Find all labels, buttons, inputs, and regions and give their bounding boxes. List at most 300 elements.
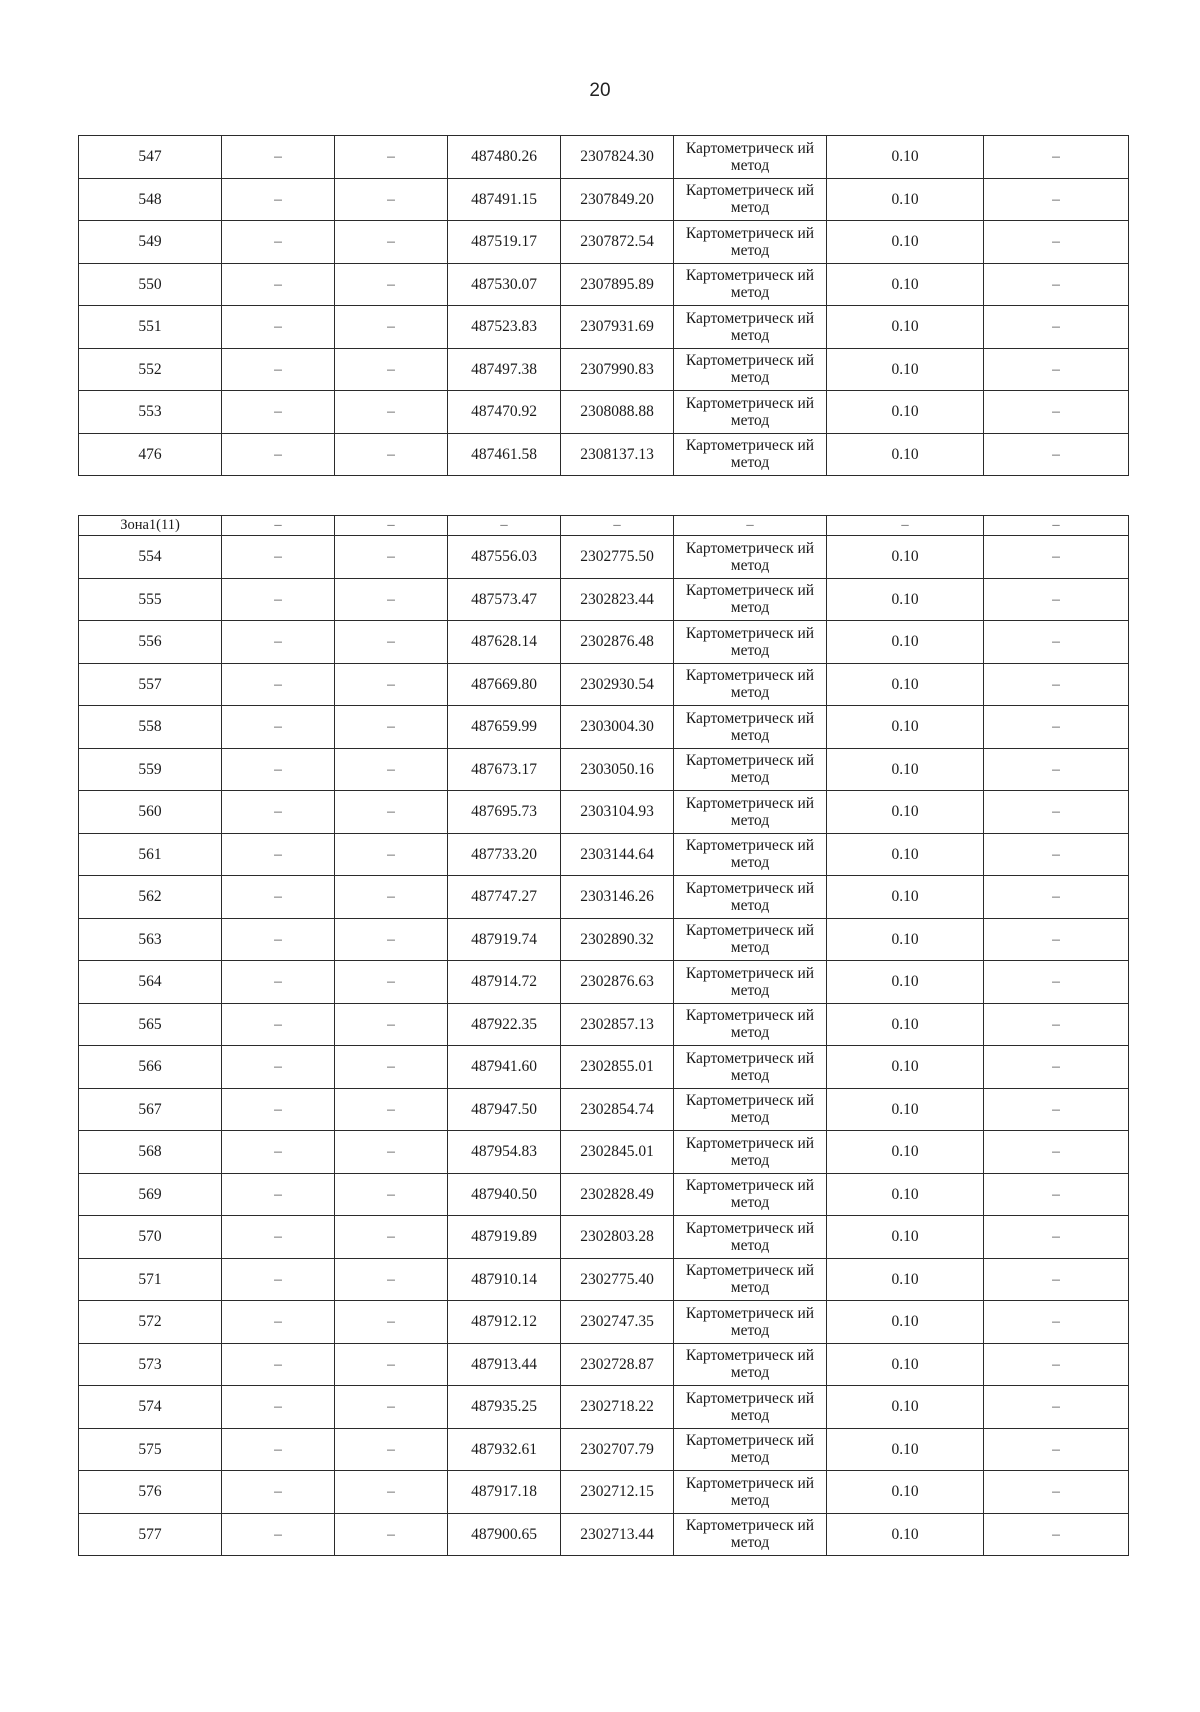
y-coordinate-cell: 2303104.93: [561, 791, 674, 834]
x-coordinate-cell: 487914.72: [448, 961, 561, 1004]
precision-cell: 0.10: [827, 178, 984, 221]
point-number-cell: 567: [79, 1088, 222, 1131]
point-number-cell: 566: [79, 1046, 222, 1089]
point-number-cell: 556: [79, 621, 222, 664]
y-coordinate-cell: 2308137.13: [561, 433, 674, 476]
table-row: [79, 1258, 1129, 1301]
point-number-cell: 573: [79, 1343, 222, 1386]
method-cell: Картометрическ ий метод: [674, 1386, 827, 1429]
empty-cell: –: [335, 1471, 448, 1514]
empty-cell: –: [335, 833, 448, 876]
method-cell: Картометрическ ий метод: [674, 136, 827, 179]
table-row: [79, 136, 1129, 179]
x-coordinate-cell: 487470.92: [448, 391, 561, 434]
empty-cell: –: [222, 1088, 335, 1131]
empty-cell: –: [222, 621, 335, 664]
precision-cell: 0.10: [827, 791, 984, 834]
point-number-cell: 560: [79, 791, 222, 834]
empty-cell: –: [335, 1131, 448, 1174]
point-number-cell: 549: [79, 221, 222, 264]
table-row: [79, 1471, 1129, 1514]
method-cell: Картометрическ ий метод: [674, 961, 827, 1004]
x-coordinate-cell: 487523.83: [448, 306, 561, 349]
empty-cell: –: [335, 348, 448, 391]
y-coordinate-cell: 2307872.54: [561, 221, 674, 264]
empty-cell: –: [984, 621, 1129, 664]
y-coordinate-cell: 2302876.48: [561, 621, 674, 664]
empty-cell: –: [335, 1173, 448, 1216]
empty-cell: –: [984, 391, 1129, 434]
x-coordinate-cell: 487917.18: [448, 1471, 561, 1514]
x-coordinate-cell: 487497.38: [448, 348, 561, 391]
y-coordinate-cell: 2302803.28: [561, 1216, 674, 1259]
precision-cell: 0.10: [827, 1046, 984, 1089]
zone-label: Зона1(11): [79, 516, 222, 536]
empty-cell: –: [222, 391, 335, 434]
x-coordinate-cell: 487491.15: [448, 178, 561, 221]
y-coordinate-cell: 2302712.15: [561, 1471, 674, 1514]
x-coordinate-cell: 487947.50: [448, 1088, 561, 1131]
y-coordinate-cell: 2302707.79: [561, 1428, 674, 1471]
precision-cell: 0.10: [827, 1343, 984, 1386]
method-cell: Картометрическ ий метод: [674, 706, 827, 749]
empty-cell: –: [335, 1343, 448, 1386]
x-coordinate-cell: 487480.26: [448, 136, 561, 179]
empty-cell: –: [335, 621, 448, 664]
table-row: [79, 621, 1129, 664]
table-row: [79, 1301, 1129, 1344]
page-number: 20: [589, 80, 611, 101]
empty-cell: –: [222, 1471, 335, 1514]
method-cell: Картометрическ ий метод: [674, 1003, 827, 1046]
table-row: [79, 1131, 1129, 1174]
empty-cell: –: [335, 1216, 448, 1259]
y-coordinate-cell: 2302823.44: [561, 578, 674, 621]
table-row: [79, 833, 1129, 876]
x-coordinate-cell: 487573.47: [448, 578, 561, 621]
empty-cell: –: [335, 961, 448, 1004]
empty-cell: –: [984, 306, 1129, 349]
point-number-cell: 553: [79, 391, 222, 434]
empty-cell: –: [335, 263, 448, 306]
x-coordinate-cell: 487922.35: [448, 1003, 561, 1046]
table-row: [79, 433, 1129, 476]
table-row: [79, 1343, 1129, 1386]
table-row: [79, 348, 1129, 391]
empty-cell: –: [984, 791, 1129, 834]
precision-cell: 0.10: [827, 221, 984, 264]
point-number-cell: 568: [79, 1131, 222, 1174]
x-coordinate-cell: 487912.12: [448, 1301, 561, 1344]
y-coordinate-cell: 2302728.87: [561, 1343, 674, 1386]
method-cell: Картометрическ ий метод: [674, 1301, 827, 1344]
y-coordinate-cell: 2302930.54: [561, 663, 674, 706]
y-coordinate-cell: 2308088.88: [561, 391, 674, 434]
empty-cell: –: [335, 706, 448, 749]
table-row: [79, 1386, 1129, 1429]
coordinates-table-1-body: [79, 136, 1129, 476]
empty-cell: –: [335, 1428, 448, 1471]
precision-cell: 0.10: [827, 1428, 984, 1471]
empty-cell: –: [335, 1258, 448, 1301]
x-coordinate-cell: 487628.14: [448, 621, 561, 664]
empty-cell: –: [222, 1386, 335, 1429]
method-cell: Картометрическ ий метод: [674, 1428, 827, 1471]
empty-cell: –: [984, 178, 1129, 221]
precision-cell: 0.10: [827, 621, 984, 664]
zone-cell: –: [827, 516, 984, 536]
empty-cell: –: [335, 433, 448, 476]
method-cell: Картометрическ ий метод: [674, 621, 827, 664]
y-coordinate-cell: 2302747.35: [561, 1301, 674, 1344]
precision-cell: 0.10: [827, 876, 984, 919]
point-number-cell: 548: [79, 178, 222, 221]
y-coordinate-cell: 2302775.50: [561, 536, 674, 579]
method-cell: Картометрическ ий метод: [674, 1258, 827, 1301]
table-row: [79, 1216, 1129, 1259]
empty-cell: –: [984, 221, 1129, 264]
precision-cell: 0.10: [827, 663, 984, 706]
empty-cell: –: [984, 748, 1129, 791]
x-coordinate-cell: 487530.07: [448, 263, 561, 306]
empty-cell: –: [984, 348, 1129, 391]
empty-cell: –: [984, 1386, 1129, 1429]
empty-cell: –: [222, 306, 335, 349]
method-cell: Картометрическ ий метод: [674, 833, 827, 876]
point-number-cell: 552: [79, 348, 222, 391]
x-coordinate-cell: 487673.17: [448, 748, 561, 791]
empty-cell: –: [984, 1088, 1129, 1131]
empty-cell: –: [984, 1471, 1129, 1514]
table-row: [79, 663, 1129, 706]
empty-cell: –: [222, 136, 335, 179]
point-number-cell: 557: [79, 663, 222, 706]
coordinates-table-2: [78, 515, 1129, 1556]
x-coordinate-cell: 487733.20: [448, 833, 561, 876]
empty-cell: –: [984, 706, 1129, 749]
x-coordinate-cell: 487954.83: [448, 1131, 561, 1174]
precision-cell: 0.10: [827, 1386, 984, 1429]
point-number-cell: 565: [79, 1003, 222, 1046]
method-cell: Картометрическ ий метод: [674, 1173, 827, 1216]
empty-cell: –: [222, 663, 335, 706]
empty-cell: –: [984, 1343, 1129, 1386]
precision-cell: 0.10: [827, 1173, 984, 1216]
zone-cell: –: [335, 516, 448, 536]
point-number-cell: 547: [79, 136, 222, 179]
point-number-cell: 572: [79, 1301, 222, 1344]
method-cell: Картометрическ ий метод: [674, 178, 827, 221]
empty-cell: –: [984, 1131, 1129, 1174]
table-row: [79, 876, 1129, 919]
empty-cell: –: [984, 833, 1129, 876]
empty-cell: –: [984, 1513, 1129, 1556]
point-number-cell: 569: [79, 1173, 222, 1216]
empty-cell: –: [335, 1301, 448, 1344]
empty-cell: –: [984, 536, 1129, 579]
x-coordinate-cell: 487659.99: [448, 706, 561, 749]
empty-cell: –: [222, 748, 335, 791]
precision-cell: 0.10: [827, 1471, 984, 1514]
precision-cell: 0.10: [827, 1003, 984, 1046]
empty-cell: –: [984, 263, 1129, 306]
empty-cell: –: [222, 221, 335, 264]
x-coordinate-cell: 487935.25: [448, 1386, 561, 1429]
table-row: [79, 263, 1129, 306]
point-number-cell: 576: [79, 1471, 222, 1514]
precision-cell: 0.10: [827, 748, 984, 791]
method-cell: Картометрическ ий метод: [674, 433, 827, 476]
x-coordinate-cell: 487932.61: [448, 1428, 561, 1471]
y-coordinate-cell: 2302857.13: [561, 1003, 674, 1046]
table-row: [79, 391, 1129, 434]
y-coordinate-cell: 2302890.32: [561, 918, 674, 961]
method-cell: Картометрическ ий метод: [674, 1513, 827, 1556]
empty-cell: –: [222, 1258, 335, 1301]
point-number-cell: 574: [79, 1386, 222, 1429]
precision-cell: 0.10: [827, 348, 984, 391]
table-row: [79, 1046, 1129, 1089]
table-row: [79, 306, 1129, 349]
empty-cell: –: [222, 348, 335, 391]
table-row: [79, 706, 1129, 749]
method-cell: Картометрическ ий метод: [674, 221, 827, 264]
precision-cell: 0.10: [827, 1258, 984, 1301]
method-cell: Картометрическ ий метод: [674, 663, 827, 706]
y-coordinate-cell: 2303146.26: [561, 876, 674, 919]
x-coordinate-cell: 487461.58: [448, 433, 561, 476]
precision-cell: 0.10: [827, 1216, 984, 1259]
empty-cell: –: [335, 748, 448, 791]
method-cell: Картометрическ ий метод: [674, 1471, 827, 1514]
zone-cell: –: [561, 516, 674, 536]
point-number-cell: 564: [79, 961, 222, 1004]
y-coordinate-cell: 2307849.20: [561, 178, 674, 221]
empty-cell: –: [984, 961, 1129, 1004]
table-row: [79, 791, 1129, 834]
method-cell: Картометрическ ий метод: [674, 348, 827, 391]
y-coordinate-cell: 2307895.89: [561, 263, 674, 306]
empty-cell: –: [335, 1088, 448, 1131]
x-coordinate-cell: 487910.14: [448, 1258, 561, 1301]
method-cell: Картометрическ ий метод: [674, 263, 827, 306]
empty-cell: –: [335, 1003, 448, 1046]
method-cell: Картометрическ ий метод: [674, 1216, 827, 1259]
y-coordinate-cell: 2303050.16: [561, 748, 674, 791]
y-coordinate-cell: 2302828.49: [561, 1173, 674, 1216]
empty-cell: –: [984, 1301, 1129, 1344]
empty-cell: –: [222, 961, 335, 1004]
empty-cell: –: [222, 876, 335, 919]
y-coordinate-cell: 2302876.63: [561, 961, 674, 1004]
precision-cell: 0.10: [827, 833, 984, 876]
empty-cell: –: [222, 536, 335, 579]
empty-cell: –: [984, 578, 1129, 621]
zone-cell: –: [448, 516, 561, 536]
point-number-cell: 559: [79, 748, 222, 791]
x-coordinate-cell: 487695.73: [448, 791, 561, 834]
method-cell: Картометрическ ий метод: [674, 1131, 827, 1174]
empty-cell: –: [335, 306, 448, 349]
empty-cell: –: [335, 391, 448, 434]
method-cell: Картометрическ ий метод: [674, 791, 827, 834]
empty-cell: –: [984, 1046, 1129, 1089]
y-coordinate-cell: 2302713.44: [561, 1513, 674, 1556]
table-row: [79, 961, 1129, 1004]
empty-cell: –: [335, 536, 448, 579]
method-cell: Картометрическ ий метод: [674, 306, 827, 349]
precision-cell: 0.10: [827, 918, 984, 961]
x-coordinate-cell: 487940.50: [448, 1173, 561, 1216]
empty-cell: –: [222, 1131, 335, 1174]
method-cell: Картометрическ ий метод: [674, 391, 827, 434]
precision-cell: 0.10: [827, 136, 984, 179]
empty-cell: –: [984, 876, 1129, 919]
point-number-cell: 563: [79, 918, 222, 961]
empty-cell: –: [335, 918, 448, 961]
point-number-cell: 570: [79, 1216, 222, 1259]
table-row: [79, 1428, 1129, 1471]
method-cell: Картометрическ ий метод: [674, 748, 827, 791]
method-cell: Картометрическ ий метод: [674, 1088, 827, 1131]
empty-cell: –: [222, 791, 335, 834]
x-coordinate-cell: 487747.27: [448, 876, 561, 919]
y-coordinate-cell: 2302775.40: [561, 1258, 674, 1301]
y-coordinate-cell: 2303004.30: [561, 706, 674, 749]
point-number-cell: 575: [79, 1428, 222, 1471]
method-cell: Картометрическ ий метод: [674, 536, 827, 579]
table-row: [79, 1088, 1129, 1131]
empty-cell: –: [335, 221, 448, 264]
empty-cell: –: [222, 1216, 335, 1259]
empty-cell: –: [222, 1173, 335, 1216]
precision-cell: 0.10: [827, 961, 984, 1004]
method-cell: Картометрическ ий метод: [674, 578, 827, 621]
table-row: [79, 1003, 1129, 1046]
method-cell: Картометрическ ий метод: [674, 918, 827, 961]
empty-cell: –: [222, 1513, 335, 1556]
empty-cell: –: [222, 833, 335, 876]
zone-cell: –: [674, 516, 827, 536]
empty-cell: –: [222, 1003, 335, 1046]
empty-cell: –: [984, 1216, 1129, 1259]
x-coordinate-cell: 487919.74: [448, 918, 561, 961]
empty-cell: –: [984, 1003, 1129, 1046]
x-coordinate-cell: 487900.65: [448, 1513, 561, 1556]
precision-cell: 0.10: [827, 578, 984, 621]
zone-header-row: [79, 516, 1129, 536]
empty-cell: –: [222, 918, 335, 961]
empty-cell: –: [335, 178, 448, 221]
method-cell: Картометрическ ий метод: [674, 1046, 827, 1089]
x-coordinate-cell: 487556.03: [448, 536, 561, 579]
empty-cell: –: [222, 1046, 335, 1089]
zone-cell: –: [222, 516, 335, 536]
point-number-cell: 550: [79, 263, 222, 306]
empty-cell: –: [335, 791, 448, 834]
point-number-cell: 562: [79, 876, 222, 919]
coordinates-table-2-body: [79, 516, 1129, 1556]
empty-cell: –: [984, 1428, 1129, 1471]
coordinates-table-1: [78, 135, 1129, 476]
point-number-cell: 554: [79, 536, 222, 579]
point-number-cell: 571: [79, 1258, 222, 1301]
empty-cell: –: [222, 1343, 335, 1386]
table-row: [79, 221, 1129, 264]
table-row: [79, 748, 1129, 791]
x-coordinate-cell: 487913.44: [448, 1343, 561, 1386]
empty-cell: –: [984, 1173, 1129, 1216]
table-row: [79, 178, 1129, 221]
table-row: [79, 578, 1129, 621]
empty-cell: –: [984, 663, 1129, 706]
method-cell: Картометрическ ий метод: [674, 876, 827, 919]
empty-cell: –: [222, 1428, 335, 1471]
precision-cell: 0.10: [827, 1513, 984, 1556]
point-number-cell: 561: [79, 833, 222, 876]
empty-cell: –: [222, 706, 335, 749]
y-coordinate-cell: 2307990.83: [561, 348, 674, 391]
empty-cell: –: [984, 136, 1129, 179]
y-coordinate-cell: 2302854.74: [561, 1088, 674, 1131]
y-coordinate-cell: 2307824.30: [561, 136, 674, 179]
point-number-cell: 555: [79, 578, 222, 621]
y-coordinate-cell: 2302855.01: [561, 1046, 674, 1089]
empty-cell: –: [335, 663, 448, 706]
empty-cell: –: [222, 578, 335, 621]
empty-cell: –: [335, 1513, 448, 1556]
precision-cell: 0.10: [827, 1088, 984, 1131]
precision-cell: 0.10: [827, 263, 984, 306]
empty-cell: –: [335, 1046, 448, 1089]
empty-cell: –: [222, 1301, 335, 1344]
point-number-cell: 577: [79, 1513, 222, 1556]
x-coordinate-cell: 487919.89: [448, 1216, 561, 1259]
empty-cell: –: [222, 263, 335, 306]
empty-cell: –: [335, 1386, 448, 1429]
x-coordinate-cell: 487519.17: [448, 221, 561, 264]
table-row: [79, 1173, 1129, 1216]
precision-cell: 0.10: [827, 1301, 984, 1344]
precision-cell: 0.10: [827, 706, 984, 749]
method-cell: Картометрическ ий метод: [674, 1343, 827, 1386]
point-number-cell: 551: [79, 306, 222, 349]
empty-cell: –: [335, 876, 448, 919]
x-coordinate-cell: 487941.60: [448, 1046, 561, 1089]
precision-cell: 0.10: [827, 433, 984, 476]
precision-cell: 0.10: [827, 536, 984, 579]
precision-cell: 0.10: [827, 306, 984, 349]
precision-cell: 0.10: [827, 1131, 984, 1174]
x-coordinate-cell: 487669.80: [448, 663, 561, 706]
table-row: [79, 536, 1129, 579]
empty-cell: –: [335, 578, 448, 621]
empty-cell: –: [984, 1258, 1129, 1301]
precision-cell: 0.10: [827, 391, 984, 434]
point-number-cell: 476: [79, 433, 222, 476]
table-row: [79, 918, 1129, 961]
point-number-cell: 558: [79, 706, 222, 749]
zone-cell: –: [984, 516, 1129, 536]
empty-cell: –: [984, 433, 1129, 476]
empty-cell: –: [222, 433, 335, 476]
table-row: [79, 1513, 1129, 1556]
y-coordinate-cell: 2307931.69: [561, 306, 674, 349]
empty-cell: –: [335, 136, 448, 179]
y-coordinate-cell: 2302718.22: [561, 1386, 674, 1429]
empty-cell: –: [984, 918, 1129, 961]
y-coordinate-cell: 2303144.64: [561, 833, 674, 876]
